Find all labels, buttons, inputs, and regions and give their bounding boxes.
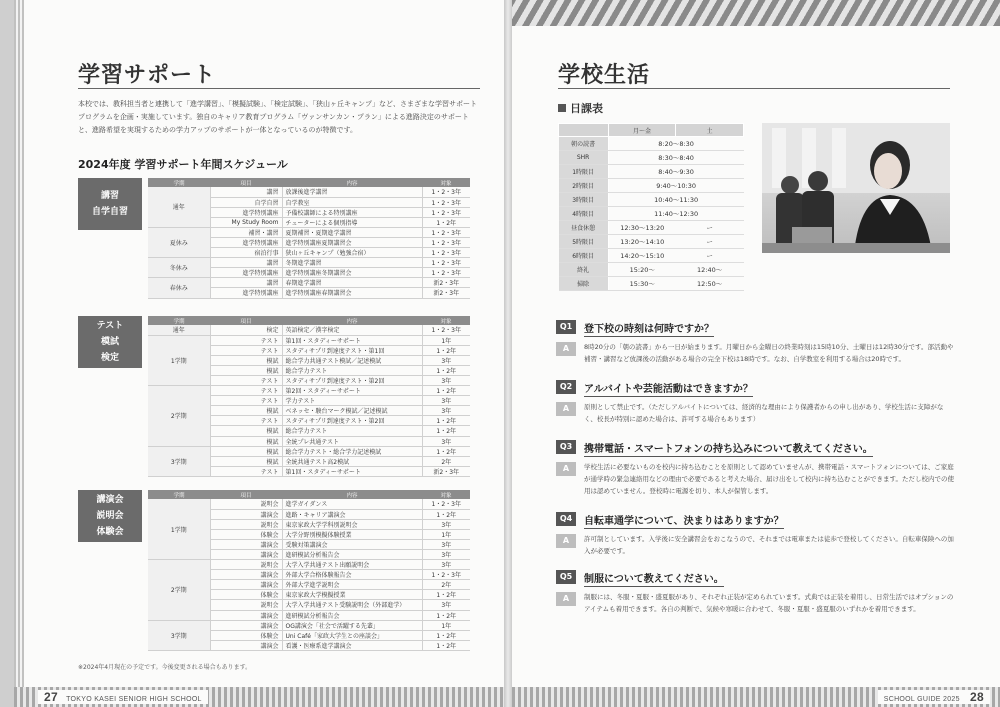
category-label — [78, 490, 142, 542]
page-title: 学校生活 — [558, 63, 651, 88]
content-cell: 大学分野別模擬体験授業 — [282, 529, 422, 539]
qa-item — [556, 320, 956, 378]
answer-text: 8時20分の「朝の読書」から一日が始まります。月曜日から金曜日の終業時刻は15時10分、土曜日は12時30分です。部活動や補習・講習など放課後の活動がある場合の完全下校は18時です。なお、自学教室を利用する場合は20時です。 — [584, 343, 954, 363]
item-cell: 体験会 — [210, 630, 282, 640]
table-row — [148, 325, 470, 335]
target-cell: 1・2年 — [422, 610, 470, 620]
target-cell: 1・2・3年 — [422, 570, 470, 580]
weekday-time-cell: 13:20～14:10 — [608, 235, 676, 249]
content-cell: 進路・キャリア講演会 — [282, 509, 422, 519]
target-cell: 2年 — [422, 456, 470, 466]
target-cell: 新2・3年 — [422, 288, 470, 298]
term-cell: 3学期 — [148, 620, 210, 650]
target-cell: 1年 — [422, 335, 470, 345]
item-cell: 模試 — [210, 456, 282, 466]
target-cell: 3年 — [422, 375, 470, 385]
saturday-time-cell: ー — [676, 249, 744, 263]
schedule-table — [148, 178, 470, 299]
content-cell: スタディサプリ到達度テスト・第2回 — [282, 416, 422, 426]
footer-right — [878, 690, 990, 704]
target-cell: 1・2年 — [422, 509, 470, 519]
content-cell: 予備校講師による特別講座 — [282, 207, 422, 217]
answer-badge: A — [556, 534, 576, 548]
qa-item — [556, 570, 956, 628]
target-cell: 1・2・3年 — [422, 499, 470, 509]
timetable-row — [559, 165, 744, 179]
item-cell: テスト — [210, 375, 282, 385]
answer-badge: A — [556, 592, 576, 606]
guide-name: SCHOOL GUIDE 2025 — [883, 696, 960, 703]
answer-text: 原則として禁止です。（ただしアルバイトについては、経済的な理由により保護者からの申し出があり、学校生活に支障がなく、校長が特別に認めた場合は、許可する場合もあります） — [584, 403, 944, 423]
question-badge: Q5 — [556, 570, 576, 584]
timetable-row — [559, 249, 744, 263]
question-text: 自転車通学について、決まりはありますか？ — [584, 512, 784, 529]
table-row — [148, 335, 470, 345]
period-cell: SHR — [559, 151, 609, 165]
question-text: 登下校の時刻は何時ですか？ — [584, 320, 714, 337]
content-cell: 総合学力テスト — [282, 426, 422, 436]
qa-item — [556, 380, 956, 438]
content-cell: 第1回・スタディーサポート — [282, 466, 422, 476]
item-cell: 進学特別講座 — [210, 207, 282, 217]
timetable-row — [559, 277, 744, 291]
item-cell: 講習 — [210, 187, 282, 197]
target-cell: 3年 — [422, 539, 470, 549]
qa-item — [556, 440, 956, 498]
table-row — [148, 499, 470, 509]
period-cell: 4時限目 — [559, 207, 609, 221]
period-cell: 3時限目 — [559, 193, 609, 207]
question-text: アルバイトや芸能活動はできますか？ — [584, 380, 753, 397]
content-cell: 東京家政大学模擬授業 — [282, 590, 422, 600]
table-row — [148, 258, 470, 268]
table-row — [148, 620, 470, 630]
period-cell: 朝の読書 — [559, 137, 609, 151]
category-label-line: 講演会 — [96, 495, 124, 505]
question-badge: Q4 — [556, 512, 576, 526]
title-rule — [78, 88, 480, 89]
content-cell: スタディサプリ到達度テスト・第2回 — [282, 375, 422, 385]
content-cell: 外部大学合格体験報告会 — [282, 570, 422, 580]
schedule-header-cell: 内容 — [282, 316, 422, 325]
item-cell: My Study Room — [210, 217, 282, 227]
target-cell: 1・2年 — [422, 590, 470, 600]
schedule-header-cell: 対象 — [422, 178, 470, 187]
term-cell: 1学期 — [148, 335, 210, 385]
item-cell: 模試 — [210, 436, 282, 446]
schedule-header-cell: 項目 — [210, 178, 282, 187]
target-cell: 1・2・3年 — [422, 248, 470, 258]
item-cell: 説明会 — [210, 600, 282, 610]
content-cell: 第1回・スタディーサポート — [282, 335, 422, 345]
table-row — [148, 278, 470, 288]
timetable-row — [559, 179, 744, 193]
item-cell: 宿泊行事 — [210, 248, 282, 258]
timetable-row — [559, 235, 744, 249]
content-cell: 大学入学共通テスト受験説明会（外部進学） — [282, 600, 422, 610]
content-cell: 進学ガイダンス — [282, 499, 422, 509]
term-cell: 3学期 — [148, 446, 210, 476]
target-cell: 1・2年 — [422, 217, 470, 227]
target-cell: 1・2・3年 — [422, 325, 470, 335]
time-cell: 9:40～10:30 — [608, 179, 743, 193]
content-cell: 大学入学共通テスト出願説明会 — [282, 560, 422, 570]
school-name: TOKYO KASEI SENIOR HIGH SCHOOL — [66, 696, 202, 703]
time-cell: 8:40～9:30 — [608, 165, 743, 179]
content-cell: 放課後進学講習 — [282, 187, 422, 197]
item-cell: 講演会 — [210, 570, 282, 580]
period-cell: 昼食休憩 — [559, 221, 609, 235]
timetable-header: 土 — [676, 124, 744, 137]
period-cell: 2時限目 — [559, 179, 609, 193]
item-cell: 講演会 — [210, 549, 282, 559]
content-cell: 進研模試分析報告会 — [282, 549, 422, 559]
timetable-row — [559, 151, 744, 165]
answer-badge: A — [556, 462, 576, 476]
answer-badge: A — [556, 402, 576, 416]
item-cell: 模試 — [210, 426, 282, 436]
content-cell: 総合学力テスト — [282, 365, 422, 375]
category-label-line: 自学自習 — [91, 207, 128, 217]
content-cell: 夏期補習・夏期進学講習 — [282, 227, 422, 237]
item-cell: 検定 — [210, 325, 282, 335]
item-cell: テスト — [210, 386, 282, 396]
term-cell: 冬休み — [148, 258, 210, 278]
schedule-header-cell: 学期 — [148, 316, 210, 325]
content-cell: 外部大学進学説明会 — [282, 580, 422, 590]
term-cell: 春休み — [148, 278, 210, 298]
content-cell: 春期進学講習 — [282, 278, 422, 288]
item-cell: 講演会 — [210, 580, 282, 590]
target-cell: 3年 — [422, 436, 470, 446]
table-row — [148, 446, 470, 456]
answer-text: 許可制としています。入学後に安全講習会をおこなうので、それまでは電車または徒歩で登校してください。自転車保険への加入が必要です。 — [584, 535, 954, 555]
category-label-line: テスト — [96, 321, 124, 331]
item-cell: 自学自習 — [210, 197, 282, 207]
saturday-time-cell: ー — [676, 235, 744, 249]
item-cell: 講演会 — [210, 610, 282, 620]
content-cell: 自学教室 — [282, 197, 422, 207]
schedule-header-row — [148, 178, 470, 187]
target-cell: 3年 — [422, 396, 470, 406]
time-cell: 10:40～11:30 — [608, 193, 743, 207]
content-cell: 進研模試分析報告会 — [282, 610, 422, 620]
schedule-header-cell: 項目 — [210, 316, 282, 325]
header-stripe — [512, 0, 1000, 26]
content-cell: 英語検定／漢字検定 — [282, 325, 422, 335]
target-cell: 3年 — [422, 549, 470, 559]
term-cell: 2学期 — [148, 560, 210, 621]
item-cell: 模試 — [210, 355, 282, 365]
qa-item — [556, 512, 956, 570]
schedule-header-cell: 対象 — [422, 490, 470, 499]
timetable-row — [559, 207, 744, 221]
timetable-body — [559, 137, 744, 291]
schedule-title: 2024年度 学習サポート年間スケジュール — [78, 158, 288, 171]
target-cell: 1・2年 — [422, 446, 470, 456]
category-label — [78, 316, 142, 368]
item-cell: 補習・講習 — [210, 227, 282, 237]
schedule-header-cell: 内容 — [282, 490, 422, 499]
schedule-table — [148, 490, 470, 651]
content-cell: 進学特別講座冬期講習会 — [282, 268, 422, 278]
item-cell: 講演会 — [210, 640, 282, 650]
schedule-header-cell: 項目 — [210, 490, 282, 499]
term-cell: 1学期 — [148, 499, 210, 560]
content-cell: 全統プレ共通テスト — [282, 436, 422, 446]
item-cell: 説明会 — [210, 499, 282, 509]
term-cell: 2学期 — [148, 386, 210, 447]
period-cell: 掃除 — [559, 277, 609, 291]
title-rule — [558, 88, 950, 89]
content-cell: 東京家政大学学科別説明会 — [282, 519, 422, 529]
target-cell: 3年 — [422, 560, 470, 570]
target-cell: 新2・3年 — [422, 278, 470, 288]
category-label-line: 講習 — [100, 191, 119, 201]
question-text: 制服について教えてください。 — [584, 570, 724, 587]
target-cell: 1・2年 — [422, 426, 470, 436]
weekday-time-cell: 15:20～ — [608, 263, 676, 277]
schedule-header-cell: 対象 — [422, 316, 470, 325]
item-cell: 体験会 — [210, 590, 282, 600]
target-cell: 1年 — [422, 529, 470, 539]
answer-text: 学校生活に必要ないものを校内に持ち込むことを原則として認めていませんが、携帯電話・スマートフォンについては、ご家庭が通学時の緊急連絡用などの理由で必要であると考えた場合、届け出をして校内に持ち込むことができます。ただし校内での使用は認めていません。登校時に電源を切り、本人が保管します。 — [584, 463, 954, 495]
content-cell: 進学特別講座夏期講習会 — [282, 237, 422, 247]
schedule-header-cell: 内容 — [282, 178, 422, 187]
target-cell: 3年 — [422, 406, 470, 416]
timetable-heading-text: 日課表 — [570, 102, 603, 115]
content-cell: Uni Café「家政大学生との座談会」 — [282, 630, 422, 640]
question-badge: Q2 — [556, 380, 576, 394]
timetable-row — [559, 193, 744, 207]
table-row — [148, 560, 470, 570]
term-cell: 通年 — [148, 187, 210, 227]
period-cell: 5時限目 — [559, 235, 609, 249]
timetable-header-row — [559, 124, 744, 137]
schedule-table — [148, 316, 470, 477]
period-cell: 終礼 — [559, 263, 609, 277]
schedule-header-cell: 学期 — [148, 178, 210, 187]
weekday-time-cell: 14:20～15:10 — [608, 249, 676, 263]
target-cell: 1・2年 — [422, 345, 470, 355]
answer-badge: A — [556, 342, 576, 356]
target-cell: 1・2・3年 — [422, 207, 470, 217]
page-number: 28 — [970, 690, 984, 704]
target-cell: 1・2・3年 — [422, 237, 470, 247]
item-cell: 体験会 — [210, 529, 282, 539]
schedule-note: ※2024年4月現在の予定です。今後変更される場合もあります。 — [78, 664, 252, 671]
item-cell: 講演会 — [210, 539, 282, 549]
content-cell: 冬期進学講習 — [282, 258, 422, 268]
weekday-time-cell: 15:30～ — [608, 277, 676, 291]
saturday-time-cell: 12:40～ — [676, 263, 744, 277]
table-row — [148, 227, 470, 237]
target-cell: 1・2年 — [422, 365, 470, 375]
page-title: 学習サポート — [78, 63, 217, 88]
square-bullet-icon — [558, 104, 566, 112]
category-label — [78, 178, 142, 230]
target-cell: 1・2年 — [422, 416, 470, 426]
item-cell: 講演会 — [210, 509, 282, 519]
students-photo — [762, 123, 950, 253]
item-cell: テスト — [210, 335, 282, 345]
timetable-row — [559, 221, 744, 235]
content-cell: 全統共通テスト高2模試 — [282, 456, 422, 466]
target-cell: 1・2年 — [422, 386, 470, 396]
term-cell: 通年 — [148, 325, 210, 335]
item-cell: テスト — [210, 396, 282, 406]
question-badge: Q1 — [556, 320, 576, 334]
page-edge-decoration — [14, 0, 24, 707]
target-cell: 3年 — [422, 355, 470, 365]
target-cell: 3年 — [422, 519, 470, 529]
target-cell: 新2・3年 — [422, 466, 470, 476]
target-cell: 1・2・3年 — [422, 187, 470, 197]
footer-left — [38, 690, 208, 704]
timetable-header: 月～金 — [608, 124, 676, 137]
term-cell: 夏休み — [148, 227, 210, 257]
timetable-heading — [558, 100, 603, 116]
item-cell: 講演会 — [210, 620, 282, 630]
weekday-time-cell: 12:30～13:20 — [608, 221, 676, 235]
item-cell: 進学特別講座 — [210, 288, 282, 298]
target-cell: 1・2・3年 — [422, 268, 470, 278]
target-cell: 1年 — [422, 620, 470, 630]
content-cell: 進学特別講座春期講習会 — [282, 288, 422, 298]
item-cell: 講習 — [210, 258, 282, 268]
right-page — [512, 0, 1000, 707]
table-row — [148, 187, 470, 197]
content-cell: 看護・医療系進学講演会 — [282, 640, 422, 650]
period-cell: 1時限目 — [559, 165, 609, 179]
content-cell: ベネッセ・駿台マーク模試／記述模試 — [282, 406, 422, 416]
schedule-header-cell: 学期 — [148, 490, 210, 499]
period-cell: 6時限目 — [559, 249, 609, 263]
content-cell: チューターによる個別指導 — [282, 217, 422, 227]
target-cell: 1・2・3年 — [422, 258, 470, 268]
question-badge: Q3 — [556, 440, 576, 454]
item-cell: 説明会 — [210, 519, 282, 529]
target-cell: 1・2・3年 — [422, 197, 470, 207]
category-label-line: 体験会 — [96, 527, 124, 537]
item-cell: 模試 — [210, 365, 282, 375]
category-label-line: 検定 — [100, 353, 119, 363]
time-cell: 8:30～8:40 — [608, 151, 743, 165]
time-cell: 11:40～12:30 — [608, 207, 743, 221]
content-cell: OG講演会「社会で活躍する先輩」 — [282, 620, 422, 630]
item-cell: 模試 — [210, 446, 282, 456]
content-cell: 狭山ヶ丘キャンプ（勉強合宿） — [282, 248, 422, 258]
target-cell: 1・2・3年 — [422, 227, 470, 237]
item-cell: 説明会 — [210, 560, 282, 570]
classroom-photo-illustration — [762, 123, 950, 253]
time-cell: 8:20～8:30 — [608, 137, 743, 151]
content-cell: 学力テスト — [282, 396, 422, 406]
schedule-header-row — [148, 316, 470, 325]
page-number: 27 — [44, 690, 58, 704]
content-cell: 総合学力テスト・総合学力記述模試 — [282, 446, 422, 456]
item-cell: 講習 — [210, 278, 282, 288]
item-cell: 模試 — [210, 406, 282, 416]
saturday-time-cell: 12:50～ — [676, 277, 744, 291]
target-cell: 1・2年 — [422, 630, 470, 640]
item-cell: 進学特別講座 — [210, 268, 282, 278]
content-cell: 受験対策講演会 — [282, 539, 422, 549]
schedule-header-row — [148, 490, 470, 499]
saturday-time-cell: ー — [676, 221, 744, 235]
question-text: 携帯電話・スマートフォンの持ち込みについて教えてください。 — [584, 440, 873, 457]
intro-text: 本校では、教科担当者と連携して「進学講習」、「模擬試験」、「検定試験」、「狭山ヶ丘キャンプ」など、さまざまな学習サポートプログラムを企画・実施しています。独自のキャリア教育プログラム「ヴァンサンカン・プラン」による進路決定のサポートと、進路希望を実現するための学力アップのサポートが一体となっているのが特徴です。 — [78, 100, 477, 134]
table-row — [148, 386, 470, 396]
timetable — [558, 123, 744, 291]
left-page — [14, 0, 506, 707]
timetable-row — [559, 263, 744, 277]
category-label-line: 説明会 — [96, 511, 124, 521]
item-cell: テスト — [210, 345, 282, 355]
answer-text: 制服には、冬服・夏服・盛夏服があり、それぞれ正装が定められています。式典では正装を着用し、日常生活ではオプションのアイテムも着用できます。各自の判断で、気候や寒暖に合わせて、冬服・夏服・盛夏服のいずれかを着用できます。 — [584, 593, 954, 613]
timetable-row — [559, 137, 744, 151]
content-cell: スタディサプリ到達度テスト・第1回 — [282, 345, 422, 355]
target-cell: 1・2年 — [422, 640, 470, 650]
item-cell: 進学特別講座 — [210, 237, 282, 247]
target-cell: 2年 — [422, 580, 470, 590]
category-label-line: 模試 — [100, 337, 119, 347]
item-cell: テスト — [210, 466, 282, 476]
content-cell: 第2回・スタディーサポート — [282, 386, 422, 396]
content-cell: 総合学力共通テスト模試／記述模試 — [282, 355, 422, 365]
timetable-header — [559, 124, 609, 137]
target-cell: 3年 — [422, 600, 470, 610]
item-cell: テスト — [210, 416, 282, 426]
